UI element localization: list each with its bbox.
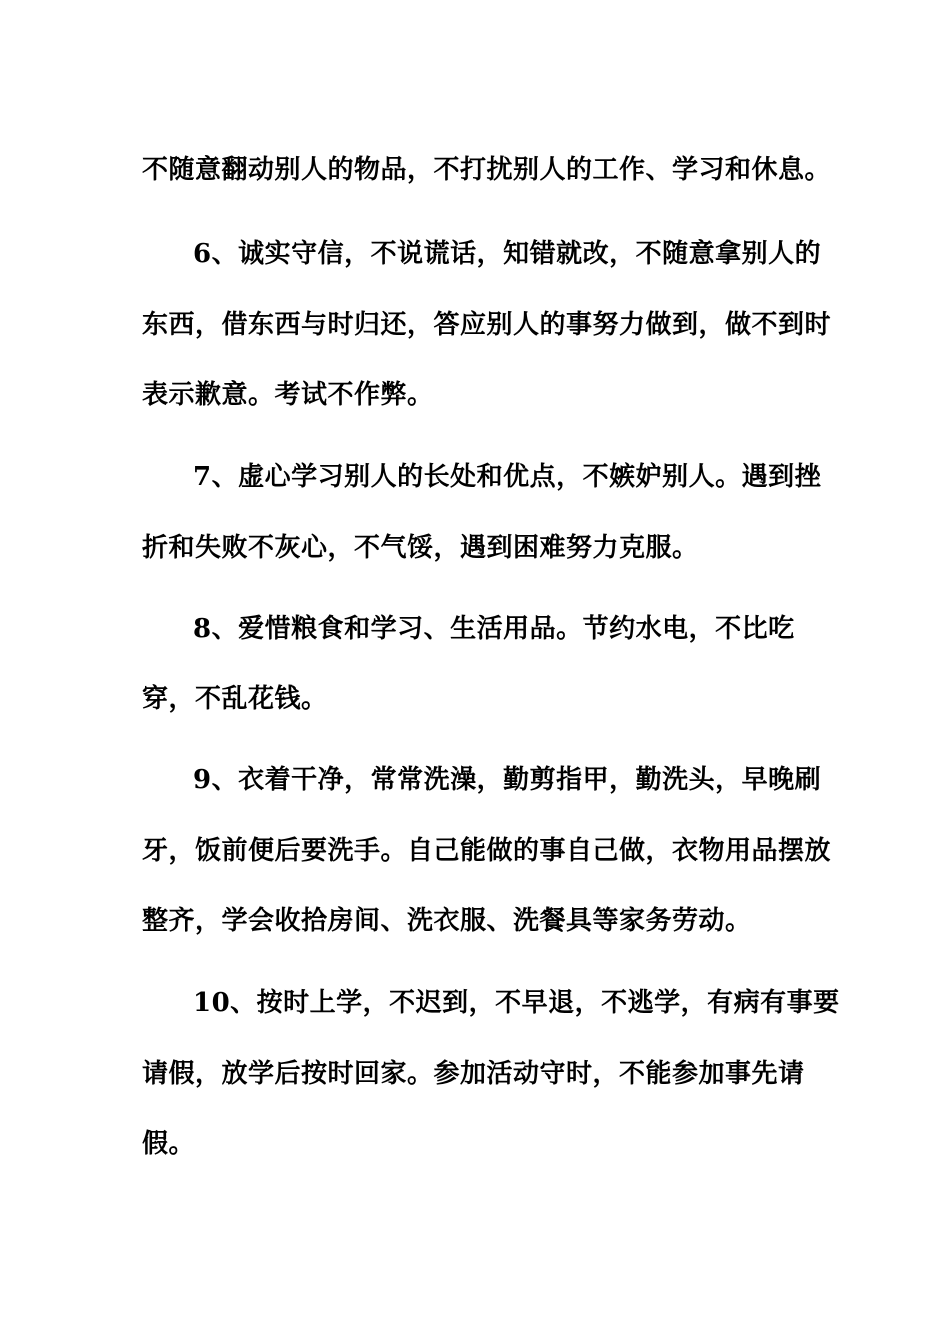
item-10-line-3: 假。 [142, 1129, 196, 1159]
item-9-line-1: 9、衣着干净，常常洗澡，勤剪指甲，勤洗头，早晚刷 [193, 765, 822, 795]
item-9-line-2: 牙，饭前便后要洗手。自己能做的事自己做，衣物用品摆放 [142, 836, 832, 866]
item-8-line-1: 8、爱惜粮食和学习、生活用品。节约水电，不比吃 [193, 614, 795, 644]
item-10-line-2: 请假，放学后按时回家。参加活动守时，不能参加事先请 [142, 1059, 805, 1089]
item-9-line-3: 整齐，学会收拾房间、洗衣服、洗餐具等家务劳动。 [142, 906, 752, 936]
item-6-line-3: 表示歉意。考试不作弊。 [142, 380, 434, 410]
item-7-line-2: 折和失败不灰心，不气馁，遇到困难努力克服。 [142, 533, 699, 563]
item-6-line-2: 东西，借东西与时归还，答应别人的事努力做到，做不到时 [142, 310, 832, 340]
paragraph-continuation-line-1: 不随意翻动别人的物品，不打扰别人的工作、学习和休息。 [142, 155, 832, 185]
item-10-line-1: 10、按时上学，不迟到，不早退，不逃学，有病有事要 [193, 988, 840, 1018]
item-7-line-1: 7、虚心学习别人的长处和优点，不嫉妒别人。遇到挫 [193, 462, 822, 492]
item-6-line-1: 6、诚实守信，不说谎话，知错就改，不随意拿别人的 [193, 239, 822, 269]
item-8-line-2: 穿，不乱花钱。 [142, 684, 328, 714]
